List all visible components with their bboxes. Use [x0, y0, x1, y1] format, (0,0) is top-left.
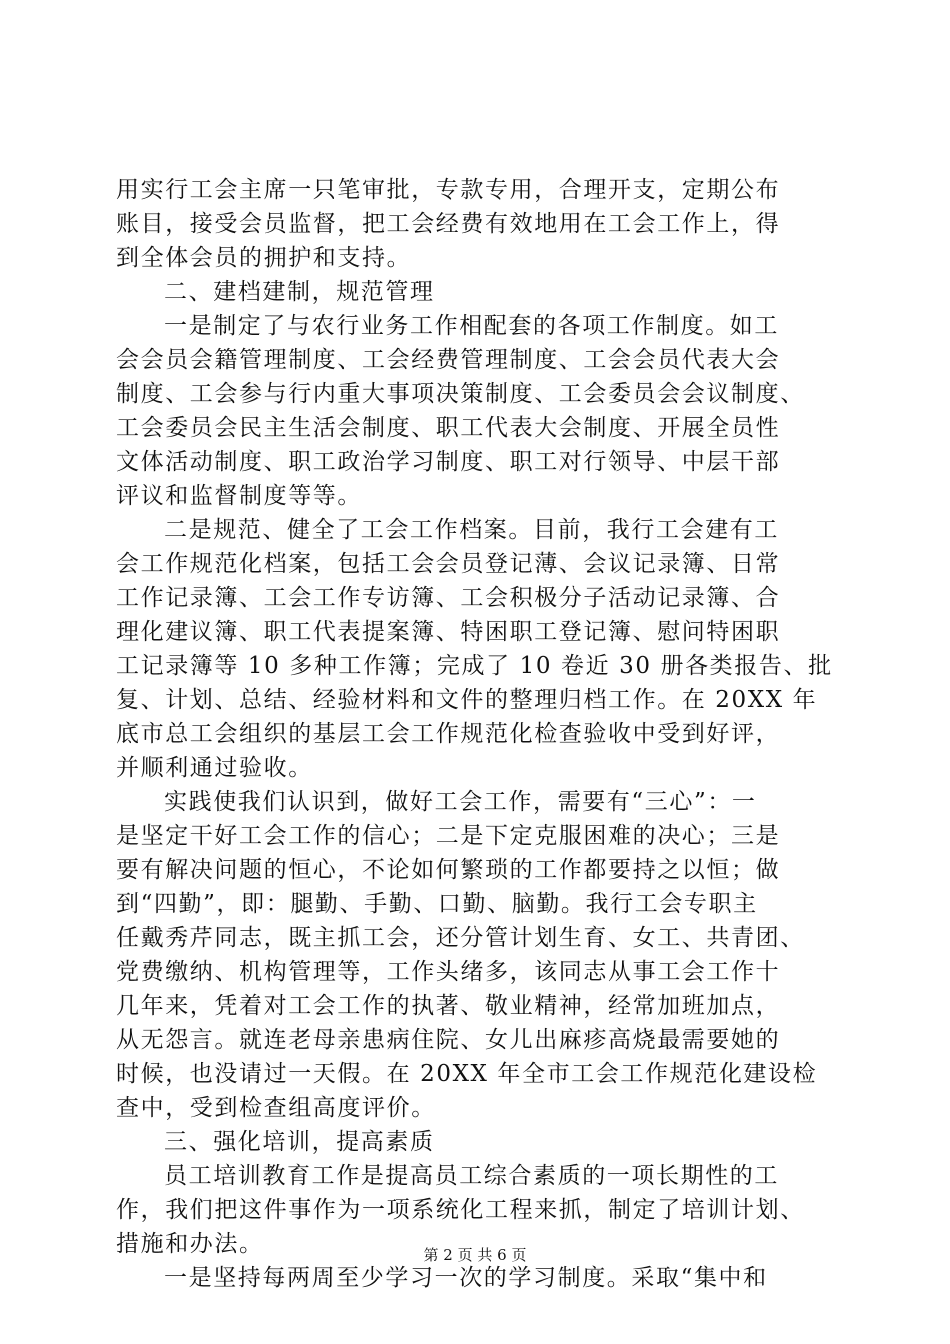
text-line: 复、计划、总结、经验材料和文件的整理归档工作。在 20XX 年	[116, 687, 818, 713]
text-line: 时候，也没请过一天假。在 20XX 年全市工会工作规范化建设检	[116, 1061, 818, 1087]
text-line: 到“四勤”，即：腿勤、手勤、口勤、脑勤。我行工会专职主	[116, 891, 758, 917]
text-line: 会工作规范化档案，包括工会会员登记薄、会议记录簿、日常	[116, 551, 781, 577]
text-line: 作，我们把这件事作为一项系统化工程来抓，制定了培训计划、	[116, 1197, 805, 1223]
text-line: 三、强化培训，提高素质	[164, 1129, 435, 1155]
text-line: 是坚定干好工会工作的信心；二是下定克服困难的决心；三是	[116, 823, 781, 849]
page-footer: 第 2 页 共 6 页	[423, 1246, 527, 1264]
text-line: 员工培训教育工作是提高员工综合素质的一项长期性的工	[164, 1163, 779, 1189]
text-line: 工记录簿等 10 多种工作簿；完成了 10 卷近 30 册各类报告、批	[116, 653, 833, 679]
text-line: 账目，接受会员监督，把工会经费有效地用在工会工作上，得	[116, 211, 781, 237]
text-line: 几年来，凭着对工会工作的执著、敬业精神，经常加班加点，	[116, 993, 781, 1019]
text-line: 一是坚持每两周至少学习一次的学习制度。采取“集中和	[164, 1265, 768, 1291]
text-line: 一是制定了与农行业务工作相配套的各项工作制度。如工	[164, 313, 779, 339]
text-line: 二、建档建制，规范管理	[164, 279, 435, 305]
text-line: 任戴秀芹同志，既主抓工会，还分管计划生育、女工、共青团、	[116, 925, 805, 951]
text-line: 制度、工会参与行内重大事项决策制度、工会委员会会议制度、	[116, 381, 805, 407]
text-line: 工会委员会民主生活会制度、职工代表大会制度、开展全员性	[116, 415, 781, 441]
text-line: 党费缴纳、机构管理等，工作头绪多，该同志从事工会工作十	[116, 959, 781, 985]
text-line: 工作记录簿、工会工作专访簿、工会积极分子活动记录簿、合	[116, 585, 781, 611]
text-line: 评议和监督制度等等。	[116, 483, 362, 509]
text-line: 到全体会员的拥护和支持。	[116, 245, 412, 271]
text-line: 理化建议簿、职工代表提案簿、特困职工登记簿、慰问特困职	[116, 619, 781, 645]
text-line: 实践使我们认识到，做好工会工作，需要有“三心”：一	[164, 789, 757, 815]
text-line: 用实行工会主席一只笔审批，专款专用，合理开支，定期公布	[116, 177, 781, 203]
text-line: 并顺利通过验收。	[116, 755, 313, 781]
text-line: 二是规范、健全了工会工作档案。目前，我行工会建有工	[164, 517, 779, 543]
document-body	[116, 173, 842, 1295]
text-line: 文体活动制度、职工政治学习制度、职工对行领导、中层干部	[116, 449, 781, 475]
text-line: 措施和办法。	[116, 1231, 264, 1257]
text-line: 查中，受到检查组高度评价。	[116, 1095, 436, 1121]
text-line: 会会员会籍管理制度、工会经费管理制度、工会会员代表大会	[116, 347, 781, 373]
text-line: 要有解决问题的恒心，不论如何繁琐的工作都要持之以恒；做	[116, 857, 781, 883]
text-line: 底市总工会组织的基层工会工作规范化检查验收中受到好评，	[116, 721, 781, 747]
text-line: 从无怨言。就连老母亲患病住院、女儿出麻疹高烧最需要她的	[116, 1027, 781, 1053]
